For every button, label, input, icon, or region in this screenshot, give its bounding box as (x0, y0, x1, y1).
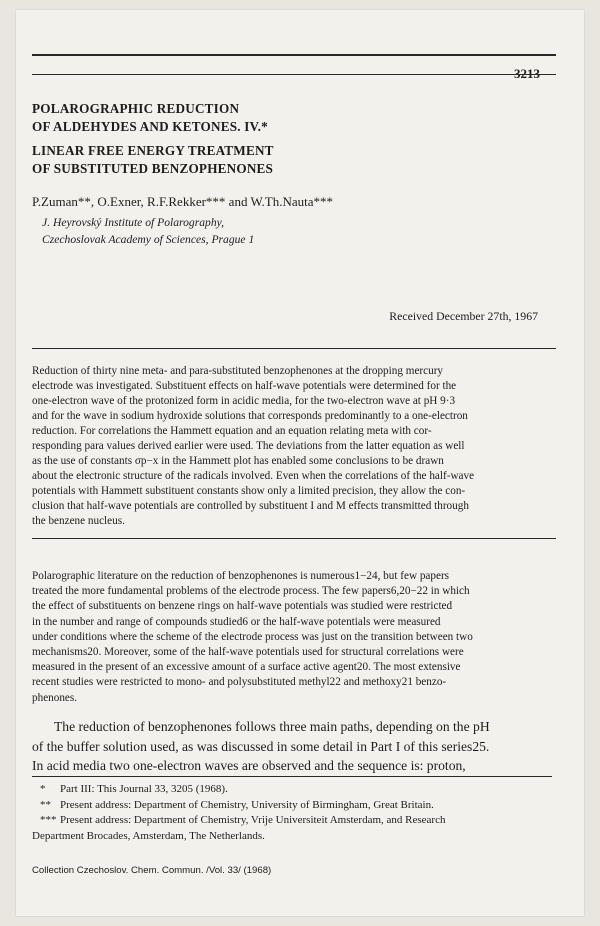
abstract-line: clusion that half-wave potentials are controlled by substituent I and M effects transmitted through (32, 500, 469, 512)
abstract (32, 364, 556, 529)
abstract-line: and for the wave in sodium hydroxide solutions that corresponds predominantly to a one-electron (32, 410, 468, 422)
footnote (32, 813, 556, 829)
body-line: The reduction of benzophenones follows three main paths, depending on the pH (54, 719, 490, 734)
intro-line: mechanisms20. Moreover, some of the half-wave potentials used for structural correlations were (32, 646, 464, 659)
abstract-line: Reduction of thirty nine meta- and para-substituted benzophenones at the dropping mercury (32, 365, 444, 377)
journal-footer: Collection Czechoslov. Chem. Commun. /Vol. 33/ (1968) (32, 865, 272, 876)
page-number: 3213 (514, 66, 540, 81)
abstract-line: as the use of constants σp−x in the Hammett plot has enabled some conclusions to be drawn (32, 455, 444, 467)
intro-line: the effect of substituents on benzene rings on half-wave potentials was studied were restricted (32, 600, 453, 613)
author-list (32, 194, 333, 210)
affiliation (42, 214, 254, 248)
body-line: In acid media two one-electron waves are observed and the sequence is: proton, (32, 758, 466, 773)
intro-line: recent studies were restricted to mono- and polysubstituted methyl22 and methoxy21 benzo- (32, 676, 447, 689)
body-paragraph (32, 717, 556, 776)
introduction-paragraph (32, 569, 556, 706)
abstract-line: potentials with Hammett substituent constants show only a limited precision, they allow the con- (32, 485, 466, 497)
paper-page (16, 10, 584, 916)
header-rule-lower (32, 74, 556, 75)
title-line: LINEAR FREE ENERGY TREATMENT (32, 143, 274, 158)
abstract-line: the benzene nucleus. (32, 515, 125, 527)
footnote-text: Present address: Department of Chemistry, University of Birmingham, Great Britain. (60, 798, 434, 811)
affiliation-line: J. Heyrovský Institute of Polarography, (42, 216, 225, 229)
footnote (32, 829, 556, 845)
abstract-line: electrode was investigated. Substituent effects on half-wave potentials were determined for the (32, 380, 457, 392)
footnote-text: Part III: This Journal 33, 3205 (1968). (60, 783, 228, 795)
footnotes (32, 782, 556, 844)
footnote-mark: ** (40, 798, 51, 811)
footnote-text: Present address: Department of Chemistry, Vrije Universiteit Amsterdam, and Research (60, 814, 446, 826)
header-rule (32, 54, 556, 56)
footnote (32, 782, 556, 798)
abstract-line: reduction. For correlations the Hammett equation and an equation relating meta with cor- (32, 425, 432, 437)
abstract-line: one-electron wave of the protonized form in acidic media, for the two-electron wave at pH 9·3 (32, 395, 456, 407)
footnote-mark: * (40, 783, 46, 795)
intro-line: treated the more fundamental problems of the electrode process. The few papers6,20−22 in which (32, 585, 470, 598)
intro-line: phenones. (32, 691, 78, 704)
affiliation-line: Czechoslovak Academy of Sciences, Prague 1 (42, 233, 255, 246)
abstract-bottom-rule (32, 538, 556, 539)
title-line: OF SUBSTITUTED BENZOPHENONES (32, 161, 274, 176)
intro-line: Polarographic literature on the reduction of benzophenones is numerous1−24, but few papers (32, 570, 450, 582)
intro-line: under conditions where the scheme of the electrode process was just on the transition between two (32, 630, 473, 643)
abstract-line: responding para values derived earlier were used. The deviations from the latter equation as well (32, 440, 465, 452)
footnote-text: Department Brocades, Amsterdam, The Netherlands. (32, 829, 265, 842)
footnote-rule (32, 776, 552, 777)
footnote-mark: *** (40, 814, 57, 826)
footnote (32, 798, 556, 814)
received-date: Received December 27th, 1967 (389, 309, 538, 323)
intro-line: measured in the present of an excessive amount of a surface active agent20. The most extensive (32, 661, 461, 674)
article-title (32, 100, 552, 178)
abstract-line: about the electronic structure of the radicals involved. Even when the correlations of the half-wave (32, 470, 475, 482)
authors: P.Zuman**, O.Exner, R.F.Rekker*** and W.Th.Nauta*** (32, 194, 334, 209)
abstract-top-rule (32, 348, 556, 349)
title-line: POLAROGRAPHIC REDUCTION (32, 101, 240, 116)
title-line: OF ALDEHYDES AND KETONES. IV.* (32, 119, 268, 134)
intro-line: in the number and range of compounds studied6 or the half-wave potentials were measured (32, 615, 441, 628)
body-line: of the buffer solution used, as was discussed in some detail in Part I of this series25. (32, 738, 490, 754)
